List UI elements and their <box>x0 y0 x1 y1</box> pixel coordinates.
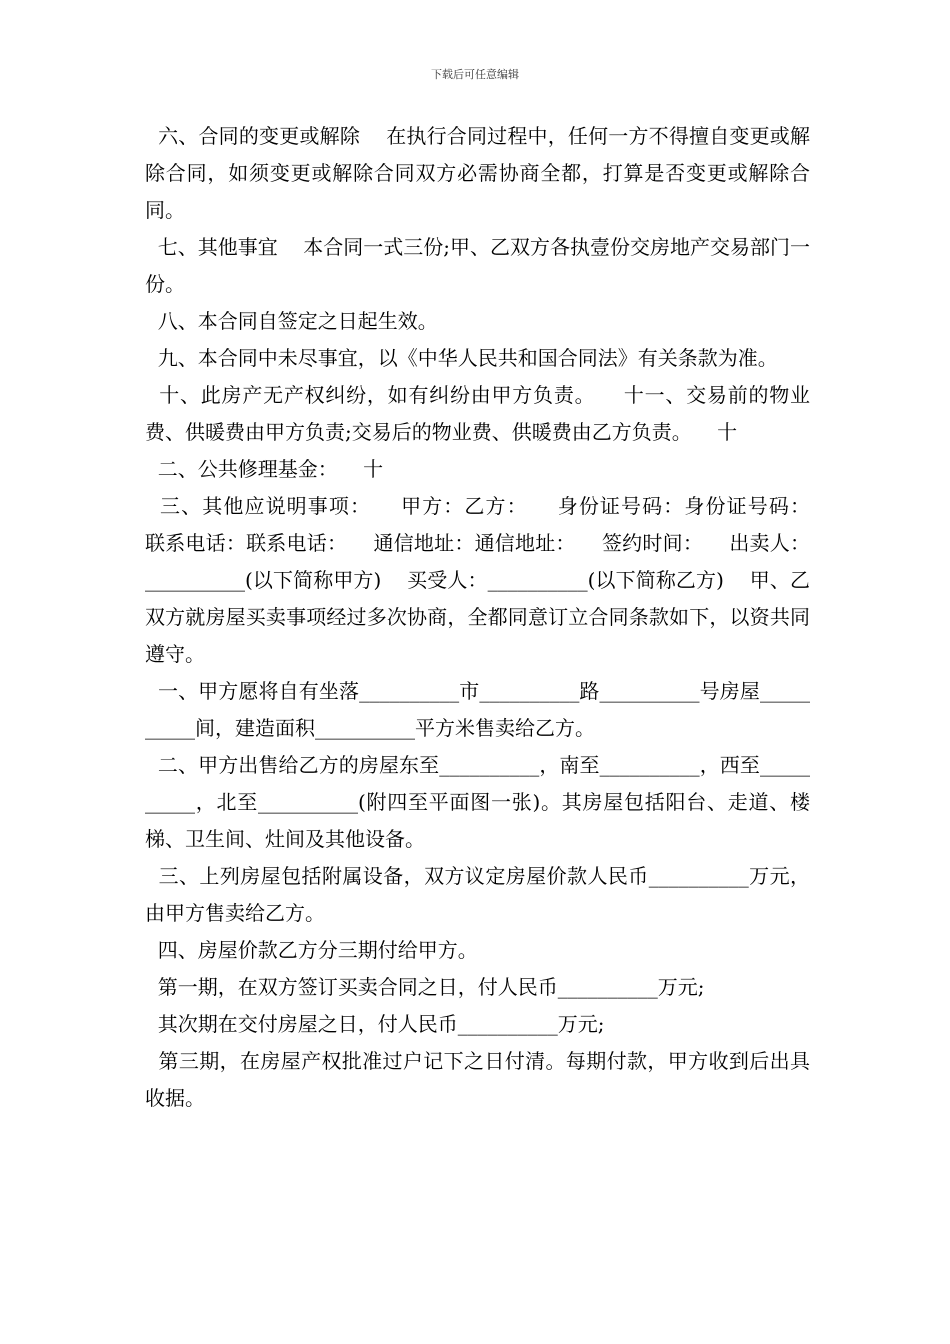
contract-body <box>145 118 836 1117</box>
paragraph-house-price: 三、上列房屋包括附属设备，双方议定房屋价款人民币__________万元，由甲方售卖给乙方。 <box>145 864 810 925</box>
paragraph-payment-schedule: 四、房屋价款乙方分三期付给甲方。 <box>145 938 478 962</box>
page-header: 下载后可任意编辑 <box>431 68 519 81</box>
paragraph-clause-9: 九、本合同中未尽事宜，以《中华人民共和国合同法》有关条款为准。 <box>145 346 778 370</box>
paragraph-clause-6: 六、合同的变更或解除 在执行合同过程中，任何一方不得擅自变更或解除合同，如须变更或解除合同双方必需协商全都，打算是否变更或解除合同。 <box>145 124 811 222</box>
paragraph-payment-first: 第一期，在双方签订买卖合同之日，付人民币__________万元; <box>145 975 705 999</box>
paragraph-clause-13-signatures: 三、其他应说明事项： 甲方：乙方： 身份证号码：身份证号码： 联系电话：联系电话： 通信地址：通信地址： 签约时间： 出卖人：__________(以下简称甲方) 买受人：__________(以下简称乙方) 甲、乙双方就房屋买卖事项经过多次协商，全都同意订立合同条款如下，以资共同遵守。 <box>145 494 836 666</box>
paragraph-clause-10-11: 十、此房产无产权纠纷，如有纠纷由甲方负责。 十一、交易前的物业费、供暖费由甲方负责;交易后的物业费、供暖费由乙方负责。 十 <box>145 383 810 444</box>
paragraph-clause-12: 二、公共修理基金： 十 <box>145 457 384 481</box>
paragraph-house-location: 一、甲方愿将自有坐落__________市__________路__________号房屋__________间，建造面积__________平方米售卖给乙方。 <box>145 679 811 740</box>
paragraph-house-boundaries: 二、甲方出售给乙方的房屋东至__________，南至__________，西至__________，北至__________(附四至平面图一张)。其房屋包括阳台、走道、楼梯、卫生间、灶间及其他设备。 <box>145 753 810 851</box>
paragraph-payment-third: 第三期，在房屋产权批准过户记下之日付清。每期付款，甲方收到后出具收据。 <box>145 1049 811 1110</box>
paragraph-clause-8: 八、本合同自签定之日起生效。 <box>145 309 438 333</box>
paragraph-payment-second: 其次期在交付房屋之日，付人民币__________万元; <box>145 1012 605 1036</box>
paragraph-clause-7: 七、其他事宜 本合同一式三份;甲、乙双方各执壹份交房地产交易部门一份。 <box>145 235 811 296</box>
